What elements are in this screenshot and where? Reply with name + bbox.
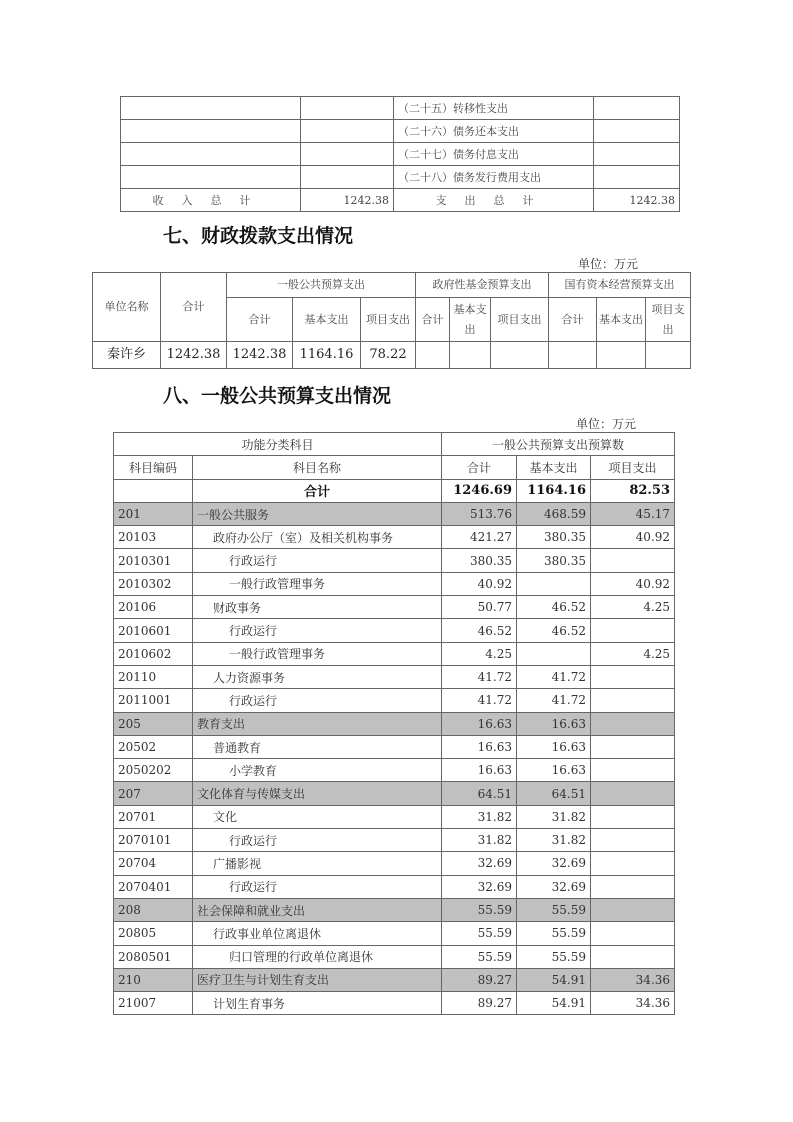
row-project: 34.36	[591, 992, 675, 1015]
row-gf-project	[491, 342, 549, 369]
row-total: 64.51	[442, 782, 517, 805]
header-budget-count: 一般公共预算支出预算数	[442, 433, 675, 456]
header-gb-basic: 基本支出	[293, 298, 361, 342]
row-project	[591, 759, 675, 782]
row-total: 32.69	[442, 852, 517, 875]
header-sc-basic: 基本支出	[597, 298, 646, 342]
table-row	[121, 143, 680, 166]
row-project: 4.25	[591, 596, 675, 619]
row-basic: 32.69	[517, 852, 591, 875]
row-code: 210	[114, 968, 193, 991]
table-row	[114, 596, 675, 619]
section8-title: 八、一般公共预算支出情况	[163, 385, 392, 407]
expense-item: （二十七）债务付息支出	[394, 143, 594, 166]
row-total: 41.72	[442, 665, 517, 688]
table-row	[114, 549, 675, 572]
row-name: 医疗卫生与计划生育支出	[193, 968, 442, 991]
row-code: 20502	[114, 735, 193, 758]
row-project	[591, 782, 675, 805]
income-item	[121, 120, 301, 143]
row-basic: 54.91	[517, 992, 591, 1015]
table-row	[114, 782, 675, 805]
row-total: 16.63	[442, 712, 517, 735]
income-item	[121, 166, 301, 189]
row-basic: 380.35	[517, 526, 591, 549]
row-code: 2011001	[114, 689, 193, 712]
table-row	[121, 97, 680, 120]
row-project	[591, 945, 675, 968]
row-basic: 41.72	[517, 665, 591, 688]
table-row	[114, 572, 675, 595]
income-total-value: 1242.38	[301, 189, 394, 212]
row-code: 20103	[114, 526, 193, 549]
row-basic	[517, 572, 591, 595]
header-gf-total: 合计	[416, 298, 450, 342]
row-project	[591, 829, 675, 852]
header-func-class: 功能分类科目	[114, 433, 442, 456]
row-code: 207	[114, 782, 193, 805]
header-gb-project: 项目支出	[361, 298, 416, 342]
row-name: 归口管理的行政单位离退休	[193, 945, 442, 968]
total-code	[114, 479, 193, 502]
income-item	[121, 143, 301, 166]
header-name: 科目名称	[193, 456, 442, 479]
expense-total-value: 1242.38	[594, 189, 680, 212]
row-total: 41.72	[442, 689, 517, 712]
row-project	[591, 712, 675, 735]
total-basic: 1164.16	[517, 479, 591, 502]
row-code: 2010601	[114, 619, 193, 642]
expense-item: （二十八）债务发行费用支出	[394, 166, 594, 189]
row-total: 380.35	[442, 549, 517, 572]
row-code: 208	[114, 898, 193, 921]
row-project	[591, 619, 675, 642]
row-project	[591, 665, 675, 688]
row-total: 4.25	[442, 642, 517, 665]
header-gb-total: 合计	[227, 298, 293, 342]
table-row	[114, 759, 675, 782]
row-name: 行政运行	[193, 829, 442, 852]
row-total: 1242.38	[161, 342, 227, 369]
row-code: 20701	[114, 805, 193, 828]
row-basic: 468.59	[517, 502, 591, 525]
section8-unit: 单位：万元	[576, 417, 637, 431]
row-code: 20805	[114, 922, 193, 945]
row-code: 21007	[114, 992, 193, 1015]
row-code: 2050202	[114, 759, 193, 782]
expense-value	[594, 143, 680, 166]
row-code: 205	[114, 712, 193, 735]
table-row	[121, 120, 680, 143]
row-basic: 32.69	[517, 875, 591, 898]
row-name: 一般行政管理事务	[193, 642, 442, 665]
row-unit-name: 秦许乡	[93, 342, 161, 369]
row-name: 行政运行	[193, 549, 442, 572]
row-project	[591, 922, 675, 945]
section7-title: 七、财政拨款支出情况	[163, 225, 354, 247]
income-value	[301, 166, 394, 189]
row-project	[591, 549, 675, 572]
table-row	[114, 968, 675, 991]
row-name: 行政事业单位离退休	[193, 922, 442, 945]
income-value	[301, 120, 394, 143]
total-row	[121, 189, 680, 212]
row-basic	[517, 642, 591, 665]
row-name: 财政事务	[193, 596, 442, 619]
row-basic: 380.35	[517, 549, 591, 572]
row-total: 16.63	[442, 759, 517, 782]
table-row	[114, 852, 675, 875]
expense-value	[594, 120, 680, 143]
row-name: 广播影视	[193, 852, 442, 875]
table-row	[121, 166, 680, 189]
table-row	[114, 619, 675, 642]
row-basic: 41.72	[517, 689, 591, 712]
income-item	[121, 97, 301, 120]
row-code: 2070401	[114, 875, 193, 898]
row-total: 16.63	[442, 735, 517, 758]
row-gf-total	[416, 342, 450, 369]
row-basic: 55.59	[517, 922, 591, 945]
row-basic: 64.51	[517, 782, 591, 805]
table-row	[114, 735, 675, 758]
row-name: 政府办公厅（室）及相关机构事务	[193, 526, 442, 549]
row-total: 31.82	[442, 805, 517, 828]
row-name: 一般行政管理事务	[193, 572, 442, 595]
table-row	[114, 526, 675, 549]
header-general-budget: 一般公共预算支出	[227, 273, 416, 298]
table-row	[114, 875, 675, 898]
row-code: 20106	[114, 596, 193, 619]
row-basic: 16.63	[517, 735, 591, 758]
row-total: 55.59	[442, 898, 517, 921]
total-total: 1246.69	[442, 479, 517, 502]
row-project: 40.92	[591, 572, 675, 595]
total-row	[114, 479, 675, 502]
header-state-capital: 国有资本经营预算支出	[549, 273, 691, 298]
row-basic: 55.59	[517, 898, 591, 921]
row-total: 31.82	[442, 829, 517, 852]
total-label: 合计	[193, 479, 442, 502]
table-row	[114, 665, 675, 688]
table-row	[114, 712, 675, 735]
row-gb-project: 78.22	[361, 342, 416, 369]
header-basic: 基本支出	[517, 456, 591, 479]
header-gov-fund: 政府性基金预算支出	[416, 273, 549, 298]
header-gf-project: 项目支出	[491, 298, 549, 342]
row-total: 421.27	[442, 526, 517, 549]
row-project	[591, 852, 675, 875]
table-row	[114, 805, 675, 828]
row-code: 2070101	[114, 829, 193, 852]
header-unit-name: 单位名称	[93, 273, 161, 342]
header-total: 合计	[442, 456, 517, 479]
expense-item: （二十六）债务还本支出	[394, 120, 594, 143]
table-row	[114, 689, 675, 712]
row-code: 2010602	[114, 642, 193, 665]
income-value	[301, 143, 394, 166]
table-row	[114, 945, 675, 968]
row-project	[591, 689, 675, 712]
header-project: 项目支出	[591, 456, 675, 479]
row-name: 行政运行	[193, 689, 442, 712]
row-code: 20704	[114, 852, 193, 875]
row-name: 小学教育	[193, 759, 442, 782]
row-code: 20110	[114, 665, 193, 688]
row-name: 社会保障和就业支出	[193, 898, 442, 921]
row-total: 32.69	[442, 875, 517, 898]
row-basic: 31.82	[517, 829, 591, 852]
expense-total-label: 支出总计	[394, 189, 594, 212]
total-project: 82.53	[591, 479, 675, 502]
row-name: 行政运行	[193, 875, 442, 898]
row-code: 2010302	[114, 572, 193, 595]
section7-unit: 单位：万元	[578, 257, 639, 271]
row-name: 教育支出	[193, 712, 442, 735]
row-code: 2010301	[114, 549, 193, 572]
row-code: 2080501	[114, 945, 193, 968]
row-name: 行政运行	[193, 619, 442, 642]
row-basic: 46.52	[517, 619, 591, 642]
row-basic: 16.63	[517, 712, 591, 735]
table-row	[114, 642, 675, 665]
row-gb-total: 1242.38	[227, 342, 293, 369]
row-name: 一般公共服务	[193, 502, 442, 525]
row-sc-total	[549, 342, 597, 369]
row-name: 文化	[193, 805, 442, 828]
header-sc-project: 项目支出	[646, 298, 691, 342]
row-project	[591, 875, 675, 898]
row-basic: 55.59	[517, 945, 591, 968]
table-row	[114, 829, 675, 852]
expense-value	[594, 97, 680, 120]
row-project: 45.17	[591, 502, 675, 525]
row-name: 普通教育	[193, 735, 442, 758]
income-expense-table	[120, 96, 680, 212]
header-gf-basic: 基本支出	[450, 298, 491, 342]
row-basic: 46.52	[517, 596, 591, 619]
appropriation-expense-table	[92, 272, 691, 369]
row-total: 50.77	[442, 596, 517, 619]
table-row	[114, 502, 675, 525]
row-code: 201	[114, 502, 193, 525]
table-row	[114, 898, 675, 921]
row-sc-basic	[597, 342, 646, 369]
row-total: 40.92	[442, 572, 517, 595]
row-total: 513.76	[442, 502, 517, 525]
row-basic: 54.91	[517, 968, 591, 991]
row-name: 计划生育事务	[193, 992, 442, 1015]
row-name: 文化体育与传媒支出	[193, 782, 442, 805]
income-value	[301, 97, 394, 120]
row-sc-project	[646, 342, 691, 369]
row-project: 40.92	[591, 526, 675, 549]
table-row	[114, 992, 675, 1015]
row-name: 人力资源事务	[193, 665, 442, 688]
row-total: 46.52	[442, 619, 517, 642]
row-project: 34.36	[591, 968, 675, 991]
row-total: 55.59	[442, 922, 517, 945]
row-gf-basic	[450, 342, 491, 369]
header-code: 科目编码	[114, 456, 193, 479]
expense-item: （二十五）转移性支出	[394, 97, 594, 120]
row-total: 89.27	[442, 992, 517, 1015]
row-project	[591, 805, 675, 828]
row-basic: 31.82	[517, 805, 591, 828]
general-budget-table	[113, 432, 675, 1015]
row-total: 55.59	[442, 945, 517, 968]
row-project	[591, 735, 675, 758]
row-project: 4.25	[591, 642, 675, 665]
row-total: 89.27	[442, 968, 517, 991]
header-total: 合计	[161, 273, 227, 342]
header-sc-total: 合计	[549, 298, 597, 342]
expense-value	[594, 166, 680, 189]
row-project	[591, 898, 675, 921]
row-basic: 16.63	[517, 759, 591, 782]
row-gb-basic: 1164.16	[293, 342, 361, 369]
income-total-label: 收入总计	[121, 189, 301, 212]
table-row	[114, 922, 675, 945]
